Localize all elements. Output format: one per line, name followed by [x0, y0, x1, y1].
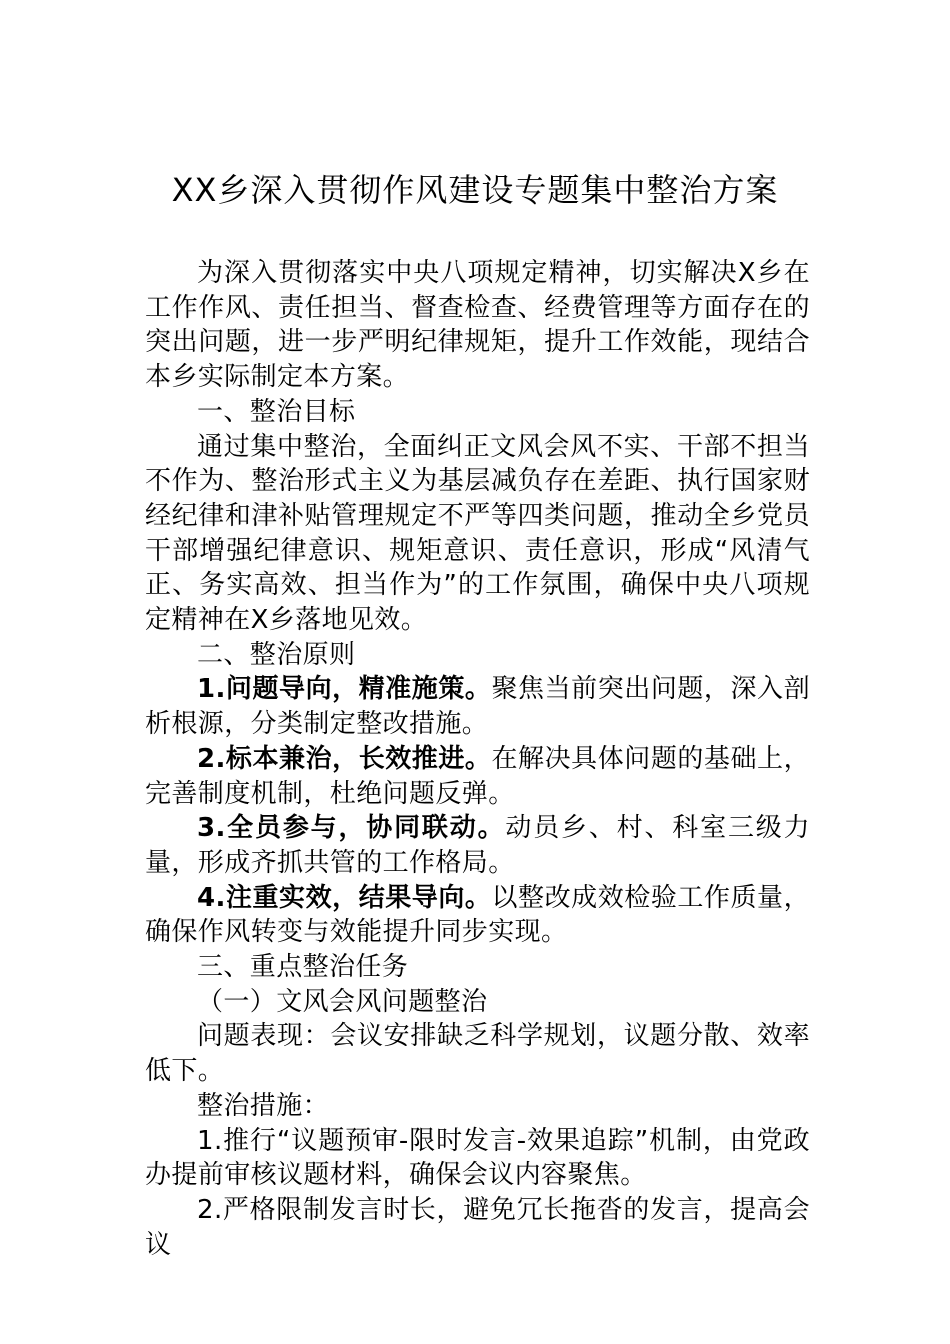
principle-item — [145, 742, 810, 811]
intro-paragraph: 为深入贯彻落实中央八项规定精神，切实解决X乡在工作作风、责任担当、督查检查、经费管理等方面存在的突出问题，进一步严明纪律规矩，提升工作效能，现结合本乡实际制定本方案。 — [145, 258, 810, 393]
section-heading-tasks: 三、重点整治任务 — [197, 952, 409, 983]
principle-item-text: 在解决具体问题的基础上，完善制度机制，杜绝问题反弹。 — [145, 743, 810, 809]
principle-item-title: 1.问题导向，精准施策。 — [197, 674, 492, 705]
principle-item-text: 动员乡、村、科室三级力量，形成齐抓共管的工作格局。 — [145, 813, 810, 878]
measures-label: 整治措施： — [197, 1090, 330, 1121]
principle-item — [145, 672, 810, 741]
measure-item: 1.推行“议题预审-限时发言-效果追踪”机制，由党政办提前审核议题材料，确保会议内容聚焦。 — [145, 1125, 810, 1191]
principle-item-text: 聚焦当前突出问题，深入剖析根源，分类制定整改措施。 — [145, 674, 810, 740]
principle-item-title: 3.全员参与，协同联动。 — [197, 813, 506, 844]
problem-paragraph: 问题表现：会议安排缺乏科学规划，议题分散、效率低下。 — [145, 1021, 810, 1087]
principle-item-title: 2.标本兼治，长效推进。 — [197, 743, 492, 774]
goals-paragraph: 通过集中整治，全面纠正文风会风不实、干部不担当不作为、整治形式主义为基层减负存在差距、执行国家财经纪律和津补贴管理规定不严等四类问题，推动全乡党员干部增强纪律意识、规矩意识、责任意识，形成“风清气正、务实高效、担当作为”的工作氛围，确保中央八项规定精神在X乡落地见效。 — [145, 431, 810, 636]
document-title: XX乡深入贯彻作风建设专题集中整治方案 — [171, 171, 779, 209]
principle-item-text: 以整改成效检验工作质量，确保作风转变与效能提升同步实现。 — [145, 882, 810, 948]
section-heading-principles: 二、整治原则 — [197, 639, 356, 670]
principle-item — [145, 811, 810, 880]
principle-item-title: 4.注重实效，结果导向。 — [197, 882, 492, 913]
measure-item: 2.严格限制发言时长，避免冗长拖沓的发言，提高会议 — [145, 1194, 810, 1260]
section-heading-goals: 一、整治目标 — [197, 396, 356, 427]
document-body — [145, 256, 810, 1262]
subsection-heading: （一）文风会风问题整治 — [197, 986, 488, 1017]
principle-item — [145, 881, 810, 950]
